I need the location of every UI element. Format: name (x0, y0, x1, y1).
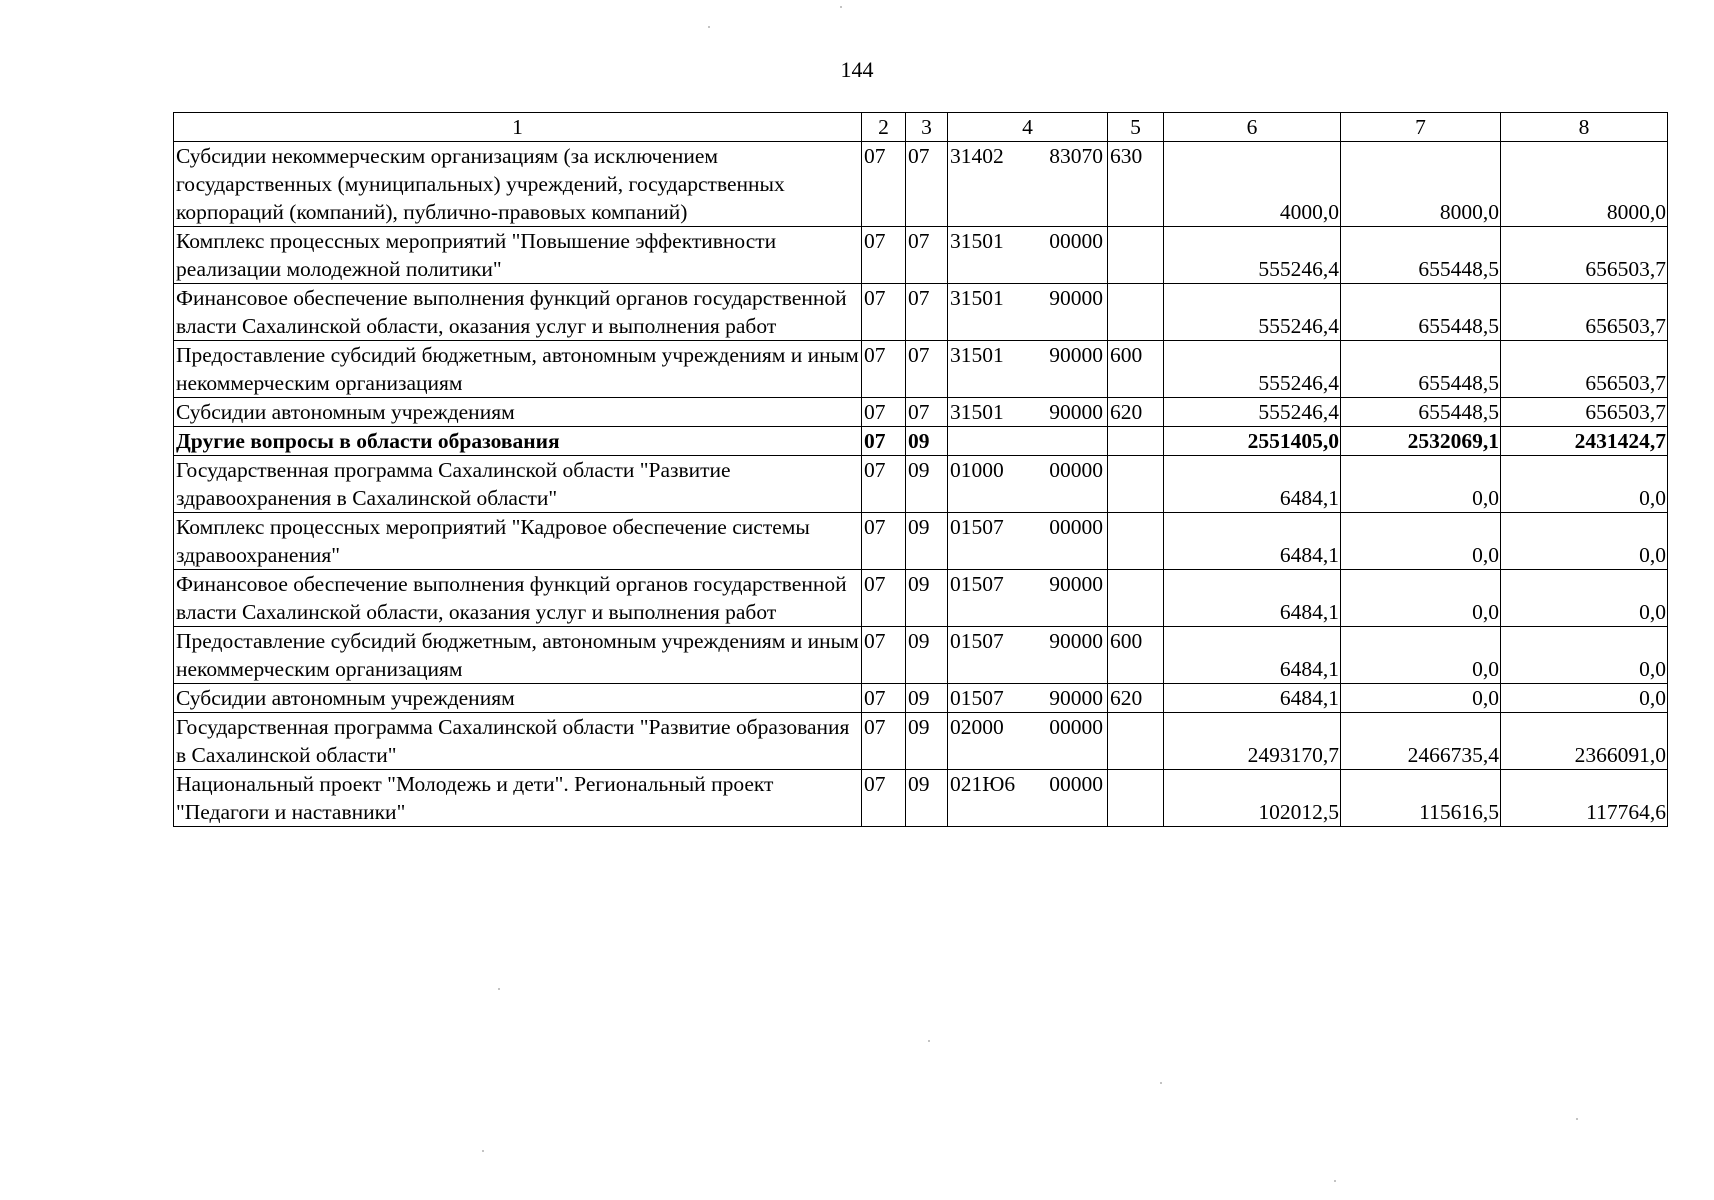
amount-col7-cell: 655448,5 (1341, 227, 1501, 284)
subsection-code-cell: 09 (906, 627, 948, 684)
amount-col7-cell: 655448,5 (1341, 341, 1501, 398)
subsection-code-cell: 09 (906, 770, 948, 827)
row-name-cell: Другие вопросы в области образования (174, 427, 862, 456)
table-row (174, 341, 1668, 398)
table-row (174, 713, 1668, 770)
target-article-program: 31501 (950, 286, 1004, 310)
expense-type-cell: 600 (1108, 627, 1164, 684)
section-code-cell: 07 (862, 142, 906, 227)
target-article-code (950, 770, 1103, 798)
target-article-code (950, 456, 1103, 484)
amount-col7-cell: 8000,0 (1341, 142, 1501, 227)
target-article-direction: 00000 (1049, 515, 1103, 539)
subsection-code-cell: 07 (906, 341, 948, 398)
page-number: 144 (840, 57, 874, 82)
expense-type-cell (1108, 570, 1164, 627)
target-article-direction: 90000 (1049, 286, 1103, 310)
target-article-program: 31501 (950, 400, 1004, 424)
target-article-direction: 00000 (1049, 715, 1103, 739)
target-article-code (950, 684, 1103, 712)
subsection-code-cell: 09 (906, 713, 948, 770)
target-article-cell (948, 713, 1108, 770)
section-code-cell: 07 (862, 684, 906, 713)
amount-col6-cell: 555246,4 (1164, 398, 1341, 427)
amount-col7-cell: 655448,5 (1341, 398, 1501, 427)
target-article-program: 01507 (950, 572, 1004, 596)
target-article-cell (948, 427, 1108, 456)
section-code-cell: 07 (862, 227, 906, 284)
expense-type-cell: 630 (1108, 142, 1164, 227)
target-article-program: 31402 (950, 144, 1004, 168)
amount-col6-cell: 6484,1 (1164, 513, 1341, 570)
table-row (174, 570, 1668, 627)
table-row (174, 284, 1668, 341)
header-cell-8: 8 (1501, 113, 1668, 142)
target-article-cell (948, 284, 1108, 341)
amount-col8-cell: 0,0 (1501, 456, 1668, 513)
amount-col8-cell: 117764,6 (1501, 770, 1668, 827)
amount-col7-cell: 2532069,1 (1341, 427, 1501, 456)
target-article-cell (948, 627, 1108, 684)
header-cell-6: 6 (1164, 113, 1341, 142)
amount-col8-cell: 0,0 (1501, 684, 1668, 713)
table-row (174, 398, 1668, 427)
target-article-cell (948, 770, 1108, 827)
row-name-cell: Субсидии некоммерческим организациям (за исключением государственных (муниципальных) учреждений, государственных корпораций (компаний), публично-правовых компаний) (174, 142, 862, 227)
subsection-code-cell: 07 (906, 398, 948, 427)
row-name-cell: Комплекс процессных мероприятий "Кадровое обеспечение системы здравоохранения" (174, 513, 862, 570)
target-article-code (950, 398, 1103, 426)
target-article-cell (948, 142, 1108, 227)
target-article-direction: 00000 (1049, 458, 1103, 482)
target-article-code (950, 713, 1103, 741)
row-name-cell: Государственная программа Сахалинской области "Развитие здравоохранения в Сахалинской области" (174, 456, 862, 513)
section-code-cell: 07 (862, 713, 906, 770)
table-row (174, 227, 1668, 284)
target-article-direction: 00000 (1049, 772, 1103, 796)
target-article-cell (948, 684, 1108, 713)
scan-speck (708, 26, 710, 28)
scan-speck (482, 1150, 484, 1152)
subsection-code-cell: 09 (906, 684, 948, 713)
amount-col8-cell: 656503,7 (1501, 398, 1668, 427)
header-cell-4: 4 (948, 113, 1108, 142)
target-article-program: 31501 (950, 343, 1004, 367)
expense-type-cell (1108, 713, 1164, 770)
subsection-code-cell: 09 (906, 456, 948, 513)
table-row (174, 456, 1668, 513)
amount-col8-cell: 656503,7 (1501, 284, 1668, 341)
amount-col6-cell: 6484,1 (1164, 684, 1341, 713)
amount-col7-cell: 0,0 (1341, 570, 1501, 627)
table-row (174, 684, 1668, 713)
target-article-cell (948, 456, 1108, 513)
table-row (174, 427, 1668, 456)
amount-col8-cell: 656503,7 (1501, 341, 1668, 398)
target-article-program: 01507 (950, 686, 1004, 710)
target-article-program: 31501 (950, 229, 1004, 253)
row-name-cell: Финансовое обеспечение выполнения функций органов государственной власти Сахалинской области, оказания услуг и выполнения работ (174, 570, 862, 627)
section-code-cell: 07 (862, 341, 906, 398)
table-header-row (174, 113, 1668, 142)
amount-col6-cell: 555246,4 (1164, 341, 1341, 398)
expense-type-cell: 620 (1108, 684, 1164, 713)
target-article-cell (948, 398, 1108, 427)
amount-col7-cell: 115616,5 (1341, 770, 1501, 827)
subsection-code-cell: 07 (906, 142, 948, 227)
target-article-code (950, 227, 1103, 255)
target-article-code (950, 570, 1103, 598)
target-article-direction: 90000 (1049, 343, 1103, 367)
header-cell-3: 3 (906, 113, 948, 142)
scan-speck (1334, 1180, 1336, 1182)
target-article-program: 01507 (950, 515, 1004, 539)
target-article-program: 01000 (950, 458, 1004, 482)
expense-type-cell (1108, 456, 1164, 513)
row-name-cell: Субсидии автономным учреждениям (174, 398, 862, 427)
expense-type-cell (1108, 770, 1164, 827)
expense-type-cell: 600 (1108, 341, 1164, 398)
target-article-cell (948, 227, 1108, 284)
table-row (174, 142, 1668, 227)
section-code-cell: 07 (862, 770, 906, 827)
target-article-direction: 90000 (1049, 572, 1103, 596)
scan-speck (1576, 1118, 1578, 1120)
expense-type-cell (1108, 427, 1164, 456)
amount-col6-cell: 6484,1 (1164, 570, 1341, 627)
amount-col7-cell: 0,0 (1341, 627, 1501, 684)
expense-type-cell (1108, 284, 1164, 341)
amount-col8-cell: 2431424,7 (1501, 427, 1668, 456)
amount-col6-cell: 6484,1 (1164, 627, 1341, 684)
target-article-program: 02000 (950, 715, 1004, 739)
amount-col7-cell: 0,0 (1341, 513, 1501, 570)
subsection-code-cell: 07 (906, 284, 948, 341)
amount-col6-cell: 6484,1 (1164, 456, 1341, 513)
budget-table (173, 112, 1668, 827)
scan-speck (1160, 1082, 1162, 1084)
section-code-cell: 07 (862, 456, 906, 513)
target-article-cell (948, 570, 1108, 627)
subsection-code-cell: 09 (906, 513, 948, 570)
target-article-direction: 00000 (1049, 229, 1103, 253)
target-article-code (950, 142, 1103, 170)
amount-col6-cell: 555246,4 (1164, 284, 1341, 341)
row-name-cell: Национальный проект "Молодежь и дети". Региональный проект "Педагоги и наставники" (174, 770, 862, 827)
target-article-direction: 90000 (1049, 686, 1103, 710)
section-code-cell: 07 (862, 398, 906, 427)
table-row (174, 513, 1668, 570)
target-article-code (950, 627, 1103, 655)
amount-col8-cell: 2366091,0 (1501, 713, 1668, 770)
expense-type-cell (1108, 513, 1164, 570)
row-name-cell: Субсидии автономным учреждениям (174, 684, 862, 713)
target-article-cell (948, 341, 1108, 398)
subsection-code-cell: 09 (906, 427, 948, 456)
amount-col6-cell: 102012,5 (1164, 770, 1341, 827)
target-article-cell (948, 513, 1108, 570)
subsection-code-cell: 07 (906, 227, 948, 284)
amount-col8-cell: 0,0 (1501, 627, 1668, 684)
amount-col7-cell: 0,0 (1341, 684, 1501, 713)
expense-type-cell (1108, 227, 1164, 284)
expense-type-cell: 620 (1108, 398, 1164, 427)
target-article-code (950, 513, 1103, 541)
amount-col6-cell: 2551405,0 (1164, 427, 1341, 456)
row-name-cell: Предоставление субсидий бюджетным, автономным учреждениям и иным некоммерческим организациям (174, 627, 862, 684)
target-article-program: 021Ю6 (950, 772, 1016, 796)
header-cell-2: 2 (862, 113, 906, 142)
target-article-direction: 90000 (1049, 400, 1103, 424)
header-cell-5: 5 (1108, 113, 1164, 142)
row-name-cell: Комплекс процессных мероприятий "Повышение эффективности реализации молодежной политики" (174, 227, 862, 284)
table-row (174, 627, 1668, 684)
row-name-cell: Предоставление субсидий бюджетным, автономным учреждениям и иным некоммерческим организациям (174, 341, 862, 398)
amount-col6-cell: 2493170,7 (1164, 713, 1341, 770)
target-article-code (950, 341, 1103, 369)
target-article-code (950, 284, 1103, 312)
section-code-cell: 07 (862, 427, 906, 456)
section-code-cell: 07 (862, 513, 906, 570)
amount-col7-cell: 0,0 (1341, 456, 1501, 513)
scan-speck (928, 1040, 930, 1042)
amount-col6-cell: 555246,4 (1164, 227, 1341, 284)
row-name-cell: Финансовое обеспечение выполнения функций органов государственной власти Сахалинской области, оказания услуг и выполнения работ (174, 284, 862, 341)
row-name-cell: Государственная программа Сахалинской области "Развитие образования в Сахалинской области" (174, 713, 862, 770)
target-article-program: 01507 (950, 629, 1004, 653)
table-row (174, 770, 1668, 827)
amount-col6-cell: 4000,0 (1164, 142, 1341, 227)
amount-col7-cell: 2466735,4 (1341, 713, 1501, 770)
scan-speck (840, 6, 842, 8)
amount-col8-cell: 0,0 (1501, 513, 1668, 570)
target-article-direction: 90000 (1049, 629, 1103, 653)
subsection-code-cell: 09 (906, 570, 948, 627)
amount-col8-cell: 8000,0 (1501, 142, 1668, 227)
target-article-direction: 83070 (1049, 144, 1103, 168)
amount-col7-cell: 655448,5 (1341, 284, 1501, 341)
header-cell-1: 1 (174, 113, 862, 142)
section-code-cell: 07 (862, 627, 906, 684)
header-cell-7: 7 (1341, 113, 1501, 142)
section-code-cell: 07 (862, 284, 906, 341)
scan-speck (498, 988, 500, 990)
section-code-cell: 07 (862, 570, 906, 627)
amount-col8-cell: 0,0 (1501, 570, 1668, 627)
amount-col8-cell: 656503,7 (1501, 227, 1668, 284)
